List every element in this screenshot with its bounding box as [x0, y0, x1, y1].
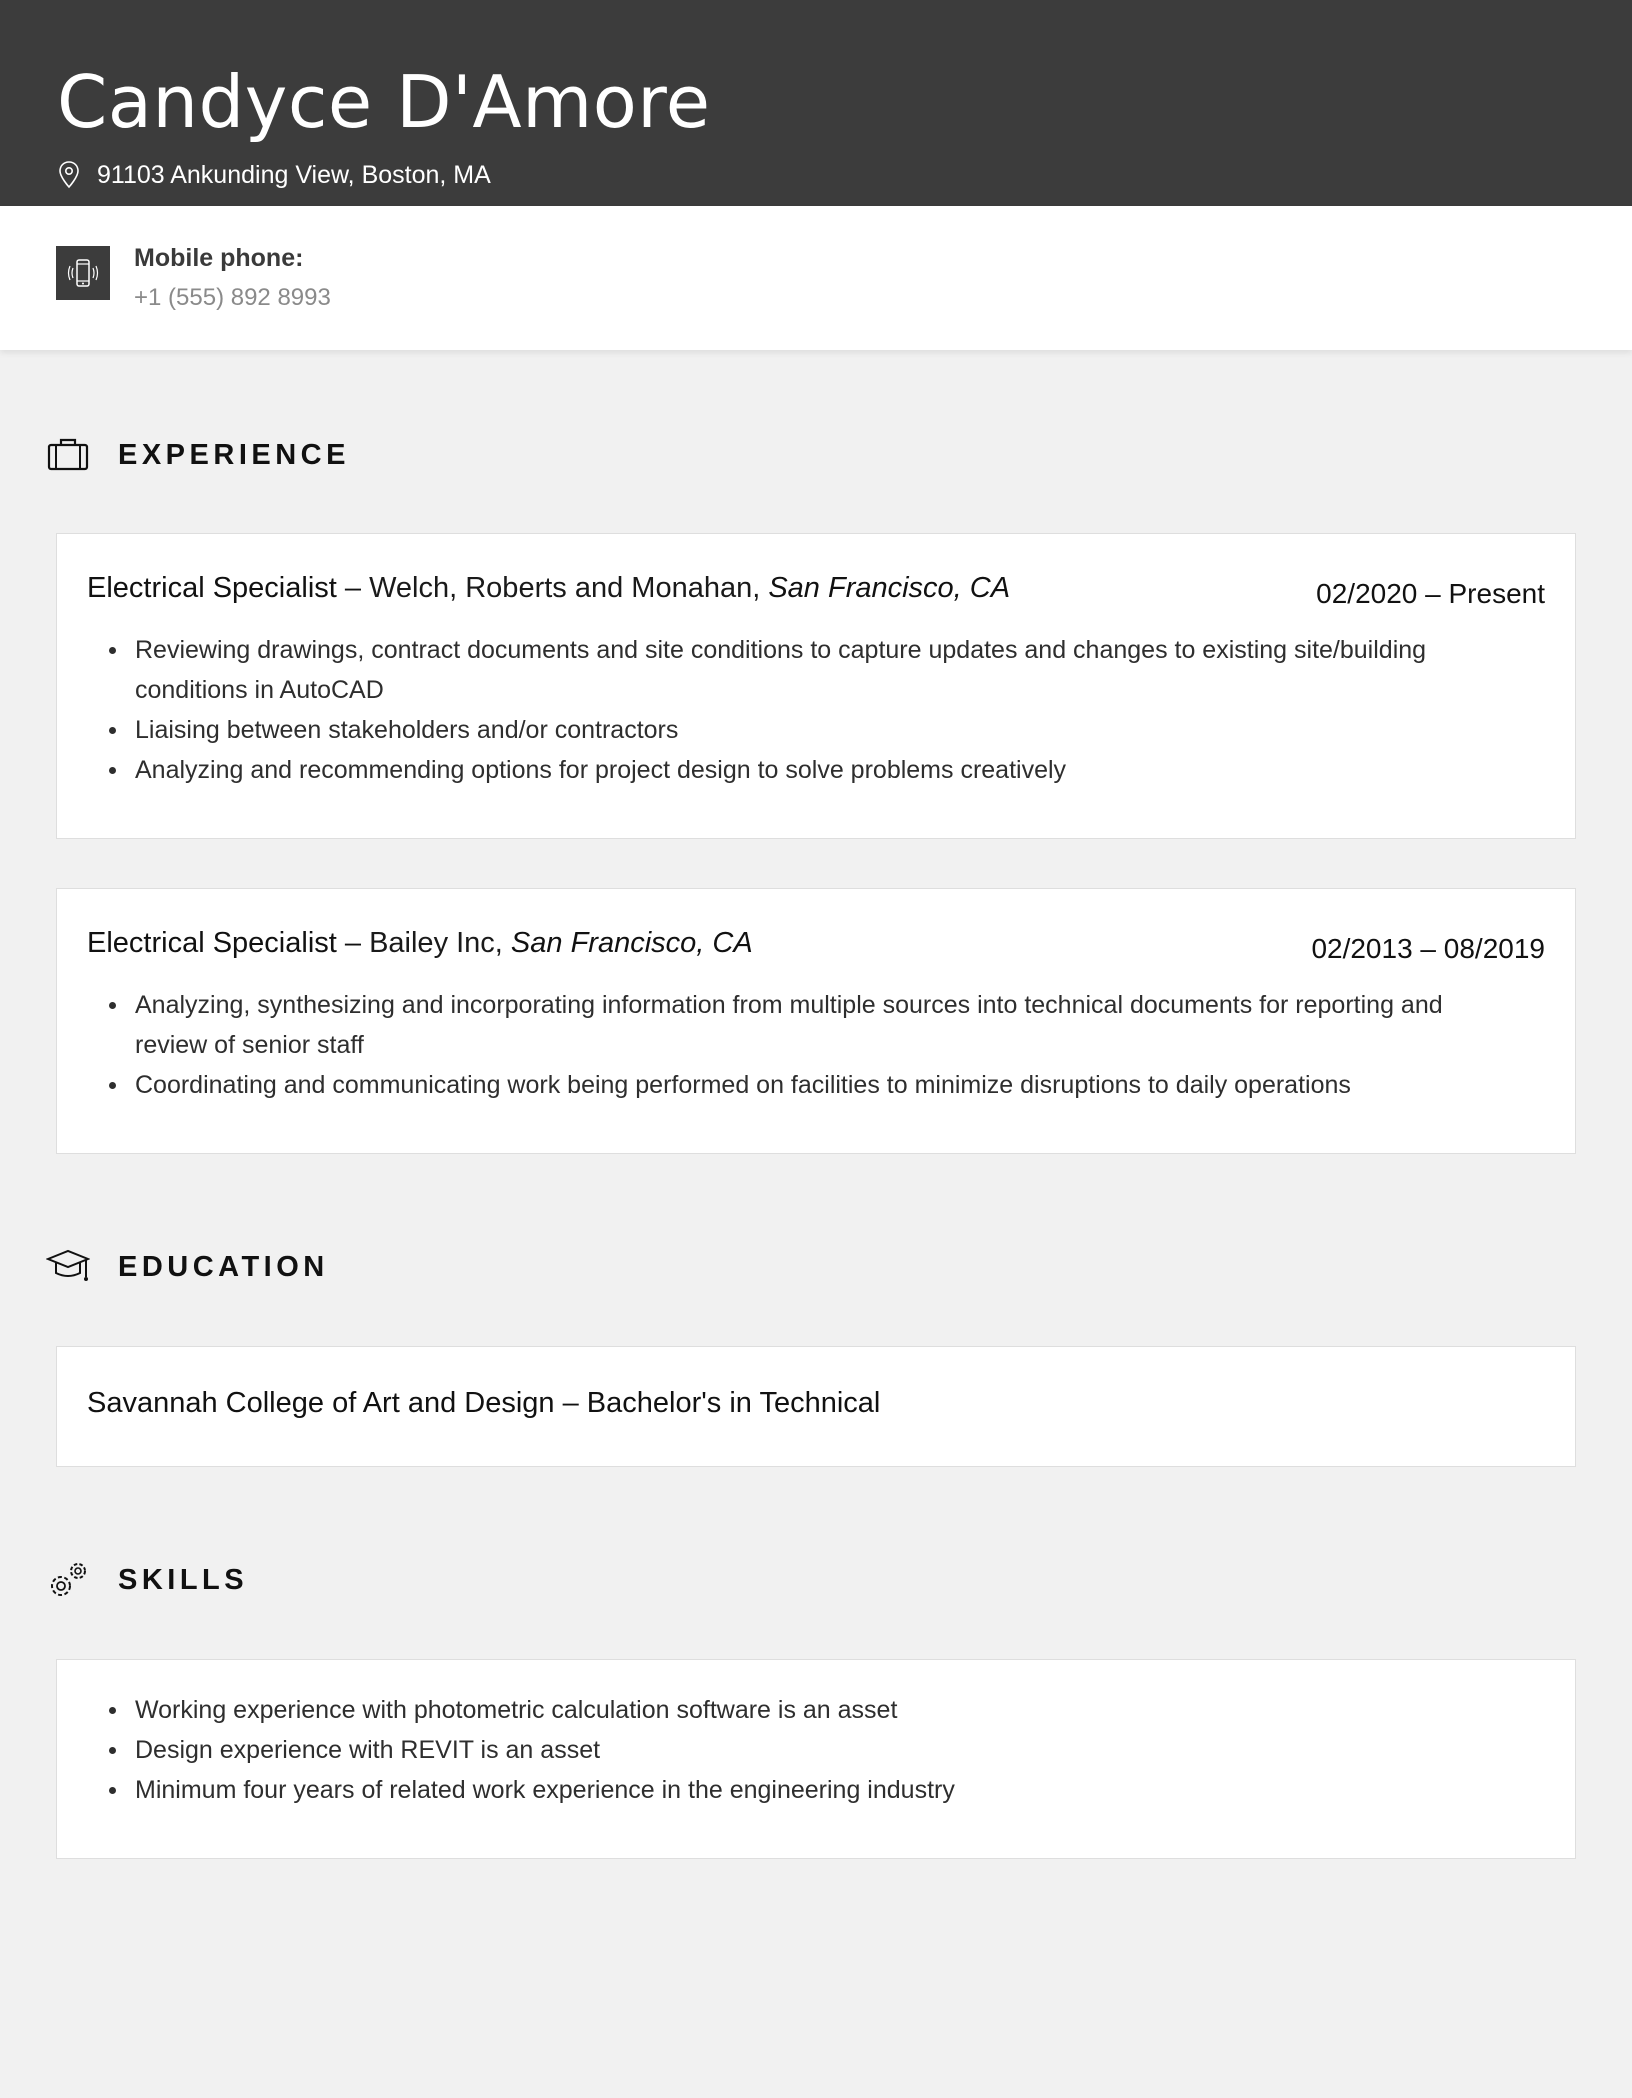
education-heading	[46, 1245, 329, 1289]
phone-value[interactable]: +1 (555) 892 8993	[134, 284, 331, 311]
job-title: Electrical Specialist	[87, 572, 337, 604]
job-company: Bailey Inc,	[369, 927, 511, 959]
map-pin-icon	[57, 160, 81, 190]
mobile-phone-icon	[66, 256, 100, 290]
education-separator: –	[554, 1387, 587, 1419]
resume-header	[0, 0, 1632, 206]
graduation-cap-icon	[46, 1245, 90, 1289]
job-location: San Francisco, CA	[510, 927, 753, 959]
gears-icon	[46, 1558, 90, 1602]
job-location: San Francisco, CA	[768, 572, 1011, 604]
address-text: 91103 Ankunding View, Boston, MA	[97, 160, 491, 189]
skills-heading	[46, 1558, 248, 1602]
education-title: EDUCATION	[118, 1250, 329, 1283]
list-item: Working experience with photometric calculation software is an asset	[135, 1690, 1515, 1730]
education-degree: Bachelor's in Technical	[586, 1387, 881, 1419]
job-title: Electrical Specialist	[87, 927, 337, 959]
phone-icon-box	[56, 246, 110, 300]
job-dates: 02/2013 – 08/2019	[1311, 933, 1545, 964]
job-separator: –	[336, 927, 370, 959]
job-bullets	[135, 630, 1515, 790]
list-item: Reviewing drawings, contract documents and site conditions to capture updates and changes to existing site/building conditions in AutoCAD	[135, 630, 1515, 710]
experience-title: EXPERIENCE	[118, 438, 350, 471]
skills-list	[135, 1690, 1515, 1810]
list-item: Liaising between stakeholders and/or contractors	[135, 710, 1515, 750]
list-item: Design experience with REVIT is an asset	[135, 1730, 1515, 1770]
address-row	[57, 158, 491, 192]
job-company: Welch, Roberts and Monahan,	[369, 572, 769, 604]
education-line	[87, 1387, 880, 1420]
candidate-name: Candyce D'Amore	[57, 60, 711, 144]
education-card	[56, 1346, 1576, 1467]
experience-heading	[46, 433, 350, 477]
list-item: Minimum four years of related work experience in the engineering industry	[135, 1770, 1515, 1810]
contact-bar	[0, 206, 1632, 350]
skills-card	[56, 1659, 1576, 1859]
job-bullets	[135, 985, 1515, 1105]
job-dates: 02/2020 – Present	[1316, 578, 1545, 609]
phone-label: Mobile phone:	[134, 244, 304, 272]
job-card-1	[56, 533, 1576, 839]
education-school: Savannah College of Art and Design	[87, 1387, 555, 1419]
briefcase-icon	[46, 433, 90, 477]
list-item: Analyzing, synthesizing and incorporating information from multiple sources into technical documents for reporting and review of senior staff	[135, 985, 1515, 1065]
job-card-2	[56, 888, 1576, 1154]
job-separator: –	[336, 572, 370, 604]
skills-title: SKILLS	[118, 1563, 249, 1596]
list-item: Analyzing and recommending options for project design to solve problems creatively	[135, 750, 1515, 790]
list-item: Coordinating and communicating work being performed on facilities to minimize disruptions to daily operations	[135, 1065, 1515, 1105]
